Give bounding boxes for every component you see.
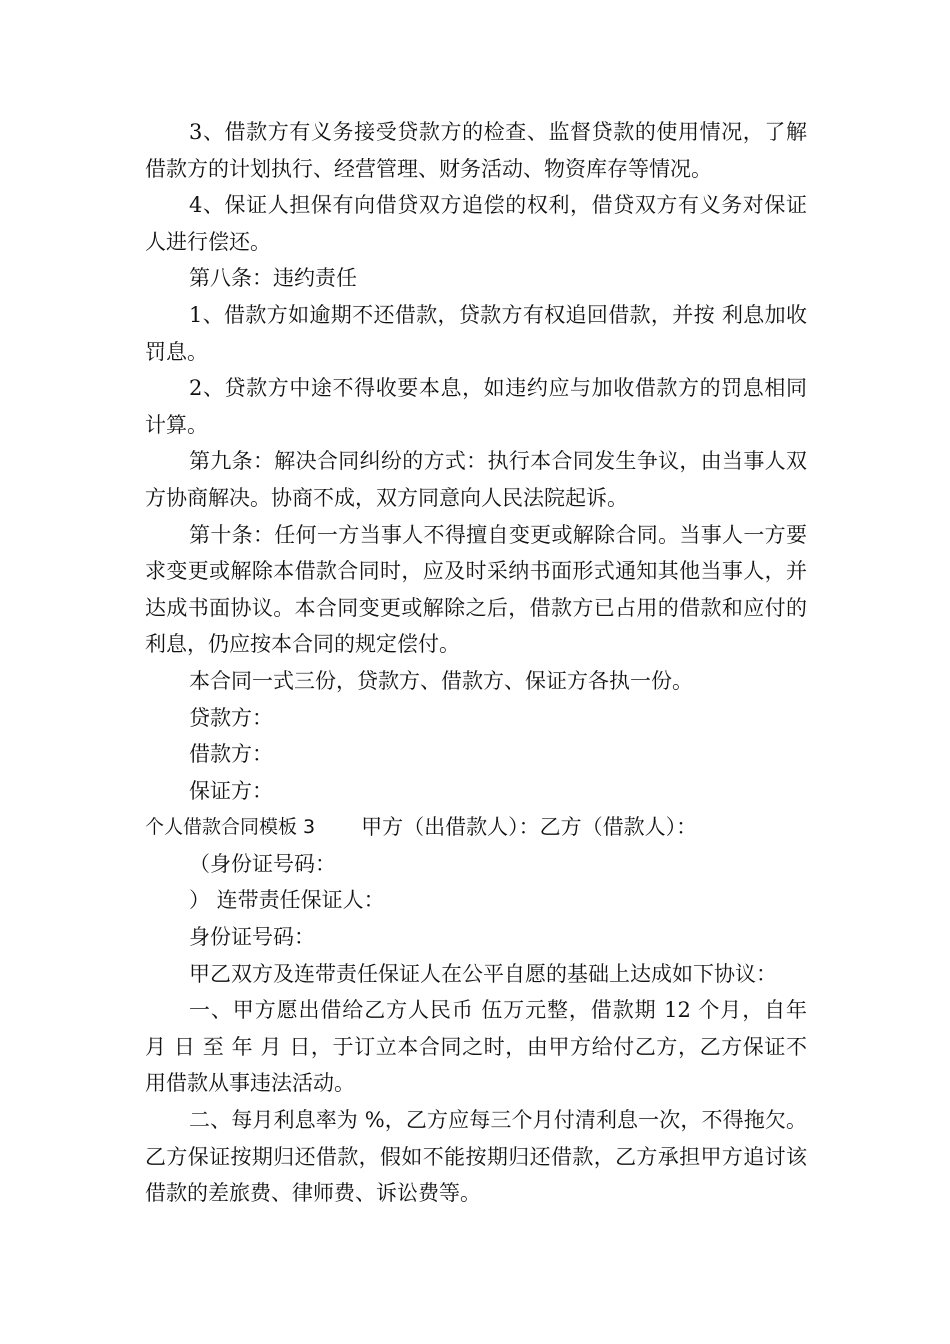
- guarantor-id-line: 身份证号码：: [189, 925, 315, 950]
- copies-statement: 本合同一式三份，贷款方、借款方、保证方各执一份。: [189, 668, 693, 693]
- id-number-line: （身份证号码：: [189, 851, 336, 876]
- document-body: [145, 114, 807, 1212]
- signature-guarantor: 保证方：: [189, 778, 273, 803]
- clause-7-4: 4、保证人担保有向借贷双方追偿的权利，借贷双方有义务对保证人进行偿还。: [145, 193, 807, 254]
- article-9: 第九条：解决合同纠纷的方式：执行本合同发生争议，由当事人双方协商解决。协商不成，双方同意向人民法院起诉。: [145, 449, 807, 510]
- signature-borrower: 借款方：: [189, 742, 273, 767]
- template-heading-line: [145, 809, 807, 846]
- template-parties: 甲方（出借款人）：乙方（借款人）：: [361, 815, 698, 840]
- guarantor-line: ） 连带责任保证人：: [189, 888, 385, 913]
- term-2: 二、每月利息率为 %，乙方应每三个月付清利息一次，不得拖欠。乙方保证按期归还借款，假如不能按期归还借款，乙方承担甲方追讨该借款的差旅费、律师费、诉讼费等。: [145, 1108, 807, 1206]
- clause-7-3: 3、借款方有义务接受贷款方的检查、监督贷款的使用情况，了解借款方的计划执行、经营管理、财务活动、物资库存等情况。: [145, 120, 807, 181]
- signature-lender: 贷款方：: [189, 705, 273, 730]
- clause-8-2: 2、贷款方中途不得收要本息，如违约应与加收借款方的罚息相同计算。: [145, 376, 807, 437]
- agreement-intro: 甲乙双方及连带责任保证人在公平自愿的基础上达成如下协议：: [189, 961, 777, 986]
- template-title: 个人借款合同模板 3: [145, 816, 316, 839]
- clause-8-1: 1、借款方如逾期不还借款，贷款方有权追回借款，并按 利息加收罚息。: [145, 302, 807, 364]
- article-8-heading: 第八条：违约责任: [189, 266, 357, 291]
- term-1: 一、甲方愿出借给乙方人民币 伍万元整，借款期 12 个月，自年 月 日 至 年 月 日，于订立本合同之时，由甲方给付乙方，乙方保证不用借款从事违法活动。: [145, 998, 807, 1096]
- article-10: 第十条：任何一方当事人不得擅自变更或解除合同。当事人一方要求变更或解除本借款合同时，应及时采纳书面形式通知其他当事人，并达成书面协议。本合同变更或解除之后，借款方已占用的借款和应付的利息，仍应按本合同的规定偿付。: [145, 522, 807, 657]
